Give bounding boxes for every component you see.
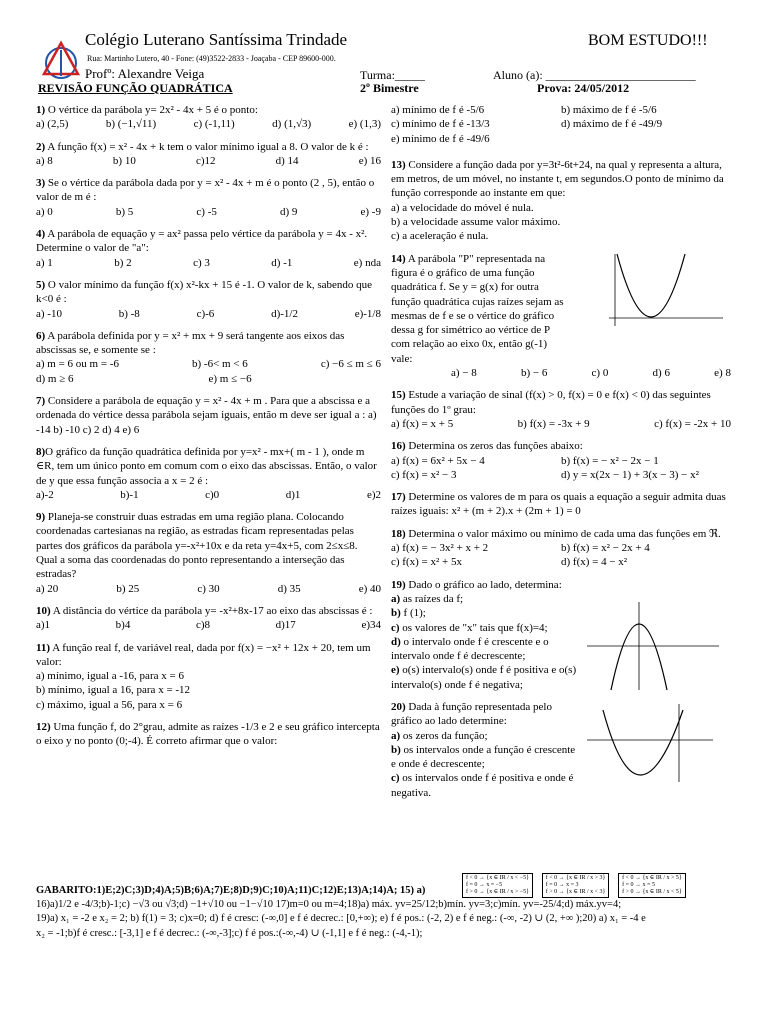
question-text: Dado o gráfico ao lado, determina: [408, 578, 562, 591]
question-18 [391, 527, 731, 570]
option: c) mínimo de f é -13/3 [391, 118, 490, 131]
question-text: A função real f, de variável real, dada por f(x) = −x² + 12x + 20, tem um valor: [36, 641, 371, 668]
question-6 [36, 329, 381, 386]
option: a) 20 [36, 582, 59, 595]
question-text: Determine os valores de m para os quais a equação a seguir admita duas raízes iguais: x² + (m + 2).x + (2m + 1) = 0 [391, 491, 726, 518]
question-number: 2) [36, 140, 46, 153]
question-text: A parábola "P" representada na figura é o gráfico de uma função quadrática f. Se y = g(x) for outra função quadrática cujas raízes sejam as mesmas de f e se o vértice do gráfico dessa g for simétrico ao vértice de P com relação ao eixo 0x, então g(-1) vale: [391, 252, 564, 365]
option: b)4 [115, 619, 131, 632]
question-text: Determina os zeros das funções abaixo: [408, 440, 583, 453]
option: b) 25 [116, 582, 140, 595]
question-8 [36, 445, 381, 502]
option: d)-1/2 [271, 307, 298, 320]
item-text: o(s) intervalo(s) onde f é positiva e o(s) intervalo(s) onde f é negativa; [391, 664, 577, 691]
option: e) nda [353, 256, 381, 269]
graph-q20 [583, 700, 718, 785]
school-name: Colégio Luterano Santíssima Trindade [85, 30, 348, 49]
question-7 [36, 394, 381, 437]
gabarito-line: x₂ = -1;b)f é cresc.: [-3,1] e f é decrec.: (-∞,-3];c) f é pos.:(-∞,-4) ∪ (-1,1] e f é neg.: (-4,-1); [36, 927, 423, 939]
question-12 [36, 720, 381, 749]
question-number: 11) [36, 641, 51, 654]
box-line: f = 0 → x = 5 [622, 882, 655, 888]
option: c) máximo, igual a 56, para x = 6 [36, 698, 183, 711]
question-number: 15) [391, 389, 406, 402]
question-14 [391, 252, 731, 381]
option: a) mínimo, igual a -16, para x = 6 [36, 670, 184, 683]
box-line: f > 0 → {x ∈ IR / x > −5} [466, 889, 530, 895]
question-text: A parábola de equação y = ax² passa pelo vértice da parábola y = 4x - x². Determine o valor de "a": [36, 228, 368, 255]
question-text: Se o vértice da parábola dada por y = x² - 4x + m é o ponto (2 , 5), então o valor de m é : [36, 177, 375, 204]
prova-date: Prova: 24/05/2012 [537, 81, 630, 95]
page-title: REVISÃO FUNÇÃO QUADRÁTICA [38, 81, 233, 95]
question-text: Planeja-se construir duas estradas em uma região plana. Colocando coordenadas cartesianas na região, as estradas ficam representadas pelas partes dos gráficos da parábola y=-x²+10x e da reta y=4x+5, com 2≤x≤8. Qual a soma das coordenadas do ponto representando a interseção das estradas? [36, 511, 358, 581]
option: d) y = x(2x − 1) + 3(x − 3) − x² [561, 468, 699, 481]
question-number: 4) [36, 228, 46, 241]
option: a) 8 [36, 154, 53, 167]
question-11 [36, 641, 381, 712]
question-2 [36, 140, 381, 169]
option: a) − 8 [451, 367, 477, 380]
option: d) 14 [275, 154, 299, 167]
option: b) f(x) = − x² − 2x − 1 [561, 454, 659, 467]
item-text: o intervalo onde f é crescente e o intervalo onde f é decrescente; [391, 635, 549, 663]
question-text: Estude a variação de sinal (f(x) > 0, f(x) = 0 e f(x) < 0) das seguintes funções do 1º grau: [391, 389, 711, 416]
box-line: f < 0 → {x ∈ IR / x > 3} [545, 875, 606, 881]
option: e) 40 [358, 582, 381, 595]
option: b) -8 [118, 307, 140, 320]
option: b) 10 [112, 154, 136, 167]
question-text: Uma função f, do 2°grau, admite as raízes -1/3 e 2 e seu gráfico intercepta o eixo y no ponto (0;-4). É correto afirmar que o valor: [36, 720, 380, 748]
box-line: f = 0 → x = 3 [545, 882, 579, 888]
option: d) m ≥ 6 [36, 372, 74, 385]
option: c)0 [205, 488, 220, 501]
question-text: O gráfico da função quadrática definida por y=x² - mx+( m - 1 ), onde m ∈R, tem um único ponto em comum com o eixo das abscissas. Então, o valor de y que essa função associa a x = 2 é : [36, 445, 377, 487]
item-text: os intervalos onde a função é crescente e onde é decrescente; [391, 743, 576, 771]
gabarito-line: 16)a)1/2 e -4/3;b)-1;c) −√3 ou √3;d) −1+√10 ou −1−√10 17)m=0 ou m=4;18)a) máx. yv=25/12;b)mín. yv=3;c)mín. yv=-25/4;d) máx.yv=4; [36, 899, 622, 911]
question-number: 16) [391, 440, 406, 453]
option: c) 3 [193, 256, 210, 269]
right-column [391, 103, 731, 808]
option: b) 5 [115, 205, 134, 218]
question-number: 18) [391, 527, 406, 540]
option: a) 0 [36, 205, 53, 218]
option: b) a velocidade assume valor máximo. [391, 216, 561, 229]
parabola-p-graph [603, 250, 728, 332]
question-3 [36, 176, 381, 219]
option: c) 30 [197, 582, 220, 595]
item-text: os zeros da função; [402, 729, 488, 742]
question-text: A parábola definida por y = x² + mx + 9 será tangente aos eixos das abscissas se, e somente se : [36, 329, 345, 357]
question-text: O vértice da parábola y= 2x² - 4x + 5 é o ponto: [47, 104, 258, 116]
graph-q19 [583, 598, 723, 693]
option: a) (2,5) [36, 118, 69, 131]
question-20: 20) Dada à função representada pelo gráfico ao lado determine: a) os zeros da função; b) os intervalos onde a função é crescente e onde é decrescente; c) os intervalos onde f é positiva e onde é negativa. [391, 700, 731, 800]
gabarito [36, 884, 751, 941]
option: c) 0 [591, 367, 609, 380]
option: a) 1 [36, 256, 53, 269]
option: c) f(x) = x² + 5x [391, 556, 462, 569]
question-12-options [391, 103, 731, 146]
gabarito-line: GABARITO:1)E;2)C;3)D;4)A;5)B;6)A;7)E;8)D;9)C;10)A;11)C;12)E;13)A;14)A; 15) a) [36, 885, 426, 896]
option: c) -5 [196, 205, 217, 218]
option: b) mínimo, igual a 16, para x = -12 [36, 684, 191, 697]
question-number: 10) [36, 604, 51, 617]
option: d)1 [285, 488, 301, 501]
question-number: 20) [391, 700, 406, 713]
school-address: Rua: Martinho Lutero, 40 - Fone: (49)3522-2833 - Joaçaba - CEP 89600-000. [87, 54, 336, 63]
option: e)-1/8 [354, 307, 381, 320]
option: d) 9 [279, 205, 298, 218]
option: c) f(x) = x² − 3 [391, 468, 457, 481]
option: d) -1 [271, 256, 293, 269]
option: e) 8 [714, 367, 731, 380]
item-text: f (1); [403, 607, 426, 620]
question-text: Dada à função representada pelo gráfico ao lado determine: [391, 700, 552, 728]
option: a) -10 [36, 307, 62, 320]
question-text: O valor mínimo da função f(x) x²-kx + 15 é -1. O valor de k, sabendo que k<0 é : [36, 278, 373, 306]
option: a) f(x) = 6x² + 5x − 4 [391, 454, 485, 467]
option: a) m = 6 ou m = -6 [36, 358, 119, 371]
option: b)-1 [120, 488, 139, 501]
option: e) mínimo de f é -49/6 [391, 132, 490, 145]
bimestre: 2º Bimestre [360, 81, 419, 95]
option: b) -6< m < 6 [192, 358, 248, 371]
option: a) f(x) = − 3x² + x + 2 [391, 542, 489, 555]
option: e) (1,3) [348, 118, 381, 131]
question-number: 5) [36, 278, 46, 291]
option: c) f(x) = -2x + 10 [654, 417, 731, 430]
question-9 [36, 510, 381, 596]
question-number: 17) [391, 491, 406, 504]
option: c)8 [195, 619, 211, 632]
question-16 [391, 439, 731, 482]
option: c) (-1,11) [193, 118, 235, 131]
bom-estudo: BOM ESTUDO!!! [588, 32, 708, 49]
item-text: os intervalos onde f é positiva e onde é negativa. [391, 772, 574, 799]
option: a) mínimo de f é -5/6 [391, 104, 485, 116]
question-text: Considere a parábola de equação y = x² - 4x + m . Para que a abscissa e a ordenada do vértice dessa parábola sejam iguais, então m deve ser igual a : a) -14 b) -10 c) 2 d) 4 e) 6 [36, 395, 377, 436]
option: d)17 [275, 619, 296, 632]
option: b) − 6 [520, 367, 548, 380]
question-17 [391, 490, 731, 519]
option: a) a velocidade do móvel é nula. [391, 201, 534, 214]
option: c) a aceleração é nula. [391, 230, 489, 243]
box-line: f > 0 → {x ∈ IR / x < 5} [622, 889, 682, 895]
option: d) f(x) = 4 − x² [561, 556, 628, 569]
question-number: 3) [36, 177, 46, 190]
box-line: f = 0 → x = −5 [466, 882, 503, 888]
option: a)1 [36, 619, 51, 632]
question-text: Determina o valor máximo ou mínimo de cada uma das funções em ℜ. [408, 527, 721, 540]
option: a)-2 [36, 488, 54, 501]
option: e)34 [361, 619, 381, 632]
aluno-field: Aluno (a): _________________________ [493, 68, 696, 82]
option: d) 6 [652, 367, 670, 380]
option: c)12 [195, 154, 216, 167]
option: a) f(x) = x + 5 [391, 417, 454, 430]
question-10 [36, 604, 381, 633]
question-text: A distância do vértice da parábola y= -x²+8x-17 ao eixo das abscissas é : [52, 604, 373, 617]
left-column [36, 103, 381, 757]
gabarito-line: 19)a) x₁ = -2 e x₂ = 2; b) f(1) = 3; c)x=0; d) f é cresc: (-∞,0] e f é decrec.: [0,+∞); e) f é pos.: (-2, 2) e f é neg.: (-∞, -2) ∪ (2, +∞ );20) a) x₁ = -4 e [36, 913, 646, 925]
question-number: 13) [391, 158, 406, 171]
option: e)2 [366, 488, 381, 501]
box-line: f > 0 → {x ∈ IR / x < 3} [545, 889, 606, 895]
option: c) −6 ≤ m ≤ 6 [320, 358, 381, 371]
option: b) máximo de f é -5/6 [561, 104, 657, 116]
question-4 [36, 227, 381, 270]
option: b) f(x) = -3x + 9 [517, 417, 590, 430]
question-text: Considere a função dada por y=3t²-6t+24, na qual y representa a altura, em metros, de um móvel, no instante t, em segundos.O ponto de mínimo da função corresponde ao instante em que: [391, 158, 724, 200]
box-line: f < 0 → {x ∈ IR / x < −5} [466, 875, 530, 881]
option: c)-6 [196, 307, 215, 320]
option: b) 2 [114, 256, 132, 269]
question-13 [391, 158, 731, 244]
option: b) (−1,√11) [105, 118, 157, 131]
question-number: 12) [36, 720, 51, 733]
option: d) 35 [277, 582, 301, 595]
school-logo [40, 40, 82, 82]
item-text: as raízes da f; [402, 592, 464, 605]
question-5 [36, 278, 381, 321]
option: b) f(x) = x² − 2x + 4 [561, 542, 650, 555]
option: d) máximo de f é -49/9 [561, 118, 663, 131]
option: e) m ≤ −6 [208, 372, 252, 385]
box-line: f < 0 → {x ∈ IR / x > 5} [622, 875, 682, 881]
question-number: 8) [36, 445, 46, 458]
item-text: os valores de "x" tais que f(x)=4; [402, 621, 548, 634]
question-15 [391, 388, 731, 431]
question-number: 14) [391, 252, 406, 265]
turma-field: Turma:_____ [360, 68, 425, 82]
professor-name: Profº: Alexandre Veiga [85, 66, 205, 81]
question-1 [36, 103, 381, 132]
question-number: 9) [36, 511, 46, 524]
question-text: A função f(x) = x² - 4x + k tem o valor mínimo igual a 8. O valor de k é : [47, 140, 369, 153]
question-number: 7) [36, 395, 46, 408]
question-19: 19) Dado o gráfico ao lado, determina: a) as raízes da f; b) f (1); c) os valores de "x" tais que f(x)=4; d) o intervalo onde f é crescente e o intervalo onde f é decrescente; e) o(s) intervalo(s) onde f é positiva e o(s) intervalo(s) onde f é negativa; [391, 578, 731, 692]
question-number: 19) [391, 578, 406, 591]
question-number: 1) [36, 104, 46, 116]
option: e) 16 [358, 154, 381, 167]
option: d) (1,√3) [272, 118, 312, 131]
option: e) -9 [360, 205, 381, 218]
question-number: 6) [36, 329, 46, 342]
